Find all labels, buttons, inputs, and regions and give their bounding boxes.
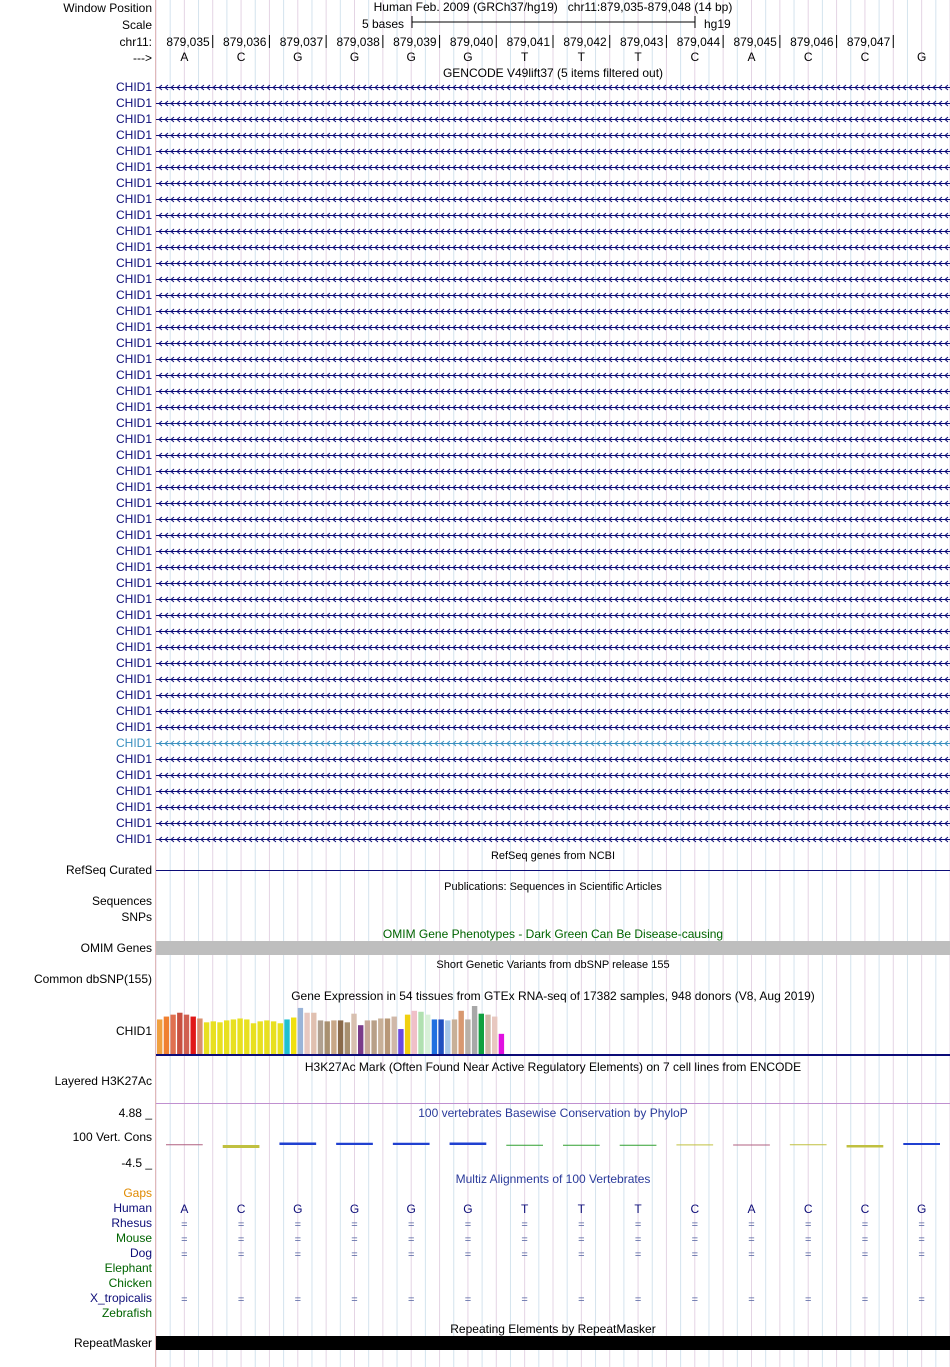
- base-letter: T: [520, 50, 529, 64]
- base-letter: C: [803, 50, 813, 64]
- alignment-match: =: [691, 1234, 699, 1246]
- coordinate-label: 879,042: [563, 35, 607, 49]
- h3k27ac-track-title: H3K27Ac Mark (Often Found Near Active Regulatory Elements) on 7 cell lines from ENCODE: [304, 1060, 802, 1074]
- scale-db: hg19: [704, 17, 731, 31]
- alignment-base: C: [236, 1202, 246, 1216]
- gtex-tissue-bar: [385, 1018, 390, 1054]
- gtex-tissue-bar: [271, 1021, 276, 1054]
- gtex-tissue-bar: [278, 1023, 283, 1054]
- gencode-row-label[interactable]: CHID1: [115, 448, 152, 462]
- conservation-score: [450, 1143, 487, 1146]
- gencode-row-label[interactable]: CHID1: [115, 736, 152, 750]
- alignment-match: =: [748, 1234, 755, 1246]
- alignment-base: C: [803, 1202, 813, 1216]
- alignment-match: =: [521, 1249, 528, 1261]
- conservation-score: [393, 1143, 430, 1145]
- scale-text: 5 bases: [362, 17, 405, 31]
- alignment-base: G: [406, 1202, 416, 1216]
- gtex-tissue-bar: [298, 1008, 303, 1054]
- alignment-match: =: [748, 1249, 755, 1261]
- coordinate-label: 879,043: [620, 35, 664, 49]
- conservation-track-title: 100 vertebrates Basewise Conservation by PhyloP: [418, 1106, 688, 1120]
- gencode-row-label[interactable]: CHID1: [115, 560, 152, 574]
- alignment-match: =: [407, 1219, 415, 1231]
- strand-label: --->: [133, 51, 152, 65]
- conservation-min-label: -4.5 _: [121, 1156, 152, 1170]
- alignment-match: =: [634, 1234, 642, 1246]
- gencode-row-label[interactable]: CHID1: [115, 608, 152, 622]
- alignment-match: =: [634, 1249, 642, 1261]
- alignment-match: =: [294, 1219, 302, 1231]
- gencode-row-label[interactable]: CHID1: [115, 96, 152, 110]
- alignment-match: =: [181, 1219, 188, 1231]
- gencode-row-label[interactable]: CHID1: [115, 112, 152, 126]
- alignment-match: =: [294, 1234, 302, 1246]
- gtex-tissue-bar: [345, 1022, 350, 1054]
- gencode-row-label[interactable]: CHID1: [115, 704, 152, 718]
- gtex-tissue-bar: [331, 1020, 336, 1054]
- alignment-base: G: [463, 1202, 473, 1216]
- alignment-match: =: [804, 1294, 812, 1306]
- gtex-tissue-bar: [231, 1019, 236, 1054]
- gencode-row-label[interactable]: CHID1: [115, 336, 152, 350]
- gencode-row-label[interactable]: CHID1: [115, 800, 152, 814]
- gencode-row-label[interactable]: CHID1: [115, 576, 152, 590]
- gtex-tissue-bar: [412, 1011, 417, 1054]
- gtex-tissue-bar: [365, 1020, 370, 1054]
- gencode-row-label[interactable]: CHID1: [115, 480, 152, 494]
- gtex-tissue-bar: [197, 1018, 202, 1054]
- gencode-row-label[interactable]: CHID1: [115, 400, 152, 414]
- common-dbsnp-label[interactable]: Common dbSNP(155): [33, 972, 152, 986]
- track-labels: [0, 0, 155, 1367]
- gtex-tissue-bar: [499, 1034, 504, 1054]
- base-letter: A: [747, 50, 756, 64]
- species-label[interactable]: Dog: [129, 1246, 152, 1260]
- gtex-tissue-bar: [459, 1011, 464, 1054]
- gencode-row-label[interactable]: CHID1: [115, 272, 152, 286]
- coordinate-label: 879,040: [449, 35, 494, 49]
- layered-h3k27ac-label[interactable]: Layered H3K27Ac: [54, 1074, 152, 1088]
- gtex-tissue-bar: [204, 1022, 209, 1054]
- coordinate-label: 879,041: [506, 35, 550, 49]
- gtex-tissue-bar: [358, 1025, 363, 1054]
- track-area: [156, 0, 950, 1367]
- repeatmasker-label[interactable]: RepeatMasker: [73, 1336, 152, 1350]
- chrom-label: chr11:: [119, 35, 152, 49]
- gtex-tissue-bar: [177, 1013, 182, 1054]
- gtex-track-title: Gene Expression in 54 tissues from GTEx RNA-seq of 17382 samples, 948 donors (V8, Aug 2019): [291, 989, 815, 1003]
- conservation-score: [733, 1145, 770, 1146]
- gencode-row-label[interactable]: CHID1: [115, 176, 152, 190]
- gtex-tissue-bar: [392, 1017, 397, 1054]
- gencode-row-label[interactable]: CHID1: [115, 816, 152, 830]
- gtex-tissue-bar: [378, 1018, 383, 1054]
- alignment-match: =: [804, 1219, 812, 1231]
- gencode-row-label[interactable]: CHID1: [115, 144, 152, 158]
- gtex-tissue-bar: [164, 1017, 169, 1054]
- gencode-row-label[interactable]: CHID1: [115, 416, 152, 430]
- alignment-match: =: [181, 1249, 188, 1261]
- species-label[interactable]: Mouse: [115, 1231, 152, 1245]
- alignment-base: C: [860, 1202, 870, 1216]
- base-letter: G: [406, 50, 416, 64]
- conservation-score: [563, 1145, 600, 1146]
- alignment-match: =: [861, 1234, 869, 1246]
- conservation-score: [336, 1143, 373, 1145]
- omim-genes-label[interactable]: OMIM Genes: [80, 941, 152, 955]
- alignment-match: =: [407, 1249, 415, 1261]
- snps-label[interactable]: SNPs: [121, 910, 152, 924]
- alignment-base: C: [690, 1202, 700, 1216]
- gtex-tissue-bar: [284, 1019, 289, 1054]
- gtex-tissue-bar: [371, 1020, 376, 1054]
- alignment-match: =: [634, 1294, 642, 1306]
- gencode-row-label[interactable]: CHID1: [115, 624, 152, 638]
- conservation-max-label: 4.88 _: [118, 1106, 152, 1120]
- gencode-row-label[interactable]: CHID1: [115, 592, 152, 606]
- repeatmasker-track-title: Repeating Elements by RepeatMasker: [450, 1322, 656, 1336]
- conservation-score: [903, 1143, 940, 1145]
- species-label[interactable]: Chicken: [108, 1276, 152, 1290]
- alignment-match: =: [578, 1294, 585, 1306]
- gtex-tissue-bar: [311, 1013, 316, 1054]
- gtex-tissue-bar: [258, 1021, 263, 1054]
- alignment-match: =: [691, 1249, 699, 1261]
- gtex-tissue-bar: [485, 1015, 490, 1054]
- alignment-match: =: [521, 1219, 528, 1231]
- alignment-base: G: [916, 1202, 927, 1216]
- gtex-tissue-bar: [438, 1019, 443, 1054]
- gencode-row-label[interactable]: CHID1: [115, 672, 152, 686]
- conservation-score: [506, 1145, 543, 1146]
- alignment-match: =: [861, 1219, 869, 1231]
- alignment-match: =: [464, 1294, 472, 1306]
- alignment-match: =: [748, 1294, 755, 1306]
- gencode-row-label[interactable]: CHID1: [115, 384, 152, 398]
- gencode-row-label[interactable]: CHID1: [115, 224, 152, 238]
- alignment-match: =: [691, 1294, 699, 1306]
- gencode-row-label[interactable]: CHID1: [115, 256, 152, 270]
- alignment-match: =: [521, 1294, 528, 1306]
- gtex-tissue-bar: [211, 1021, 216, 1054]
- gencode-row-label[interactable]: CHID1: [115, 528, 152, 542]
- conservation-score: [223, 1145, 260, 1148]
- alignment-match: =: [464, 1249, 472, 1261]
- gtex-tissue-bar: [465, 1019, 470, 1054]
- gencode-row-label[interactable]: CHID1: [115, 208, 152, 222]
- alignment-base: A: [747, 1202, 756, 1216]
- assembly-name: Human Feb. 2009 (GRCh37/hg19): [373, 0, 558, 14]
- base-letter: T: [634, 50, 642, 64]
- position-range: chr11:879,035-879,048 (14 bp): [567, 0, 733, 14]
- alignment-match: =: [861, 1294, 869, 1306]
- alignment-match: =: [464, 1219, 472, 1231]
- species-label[interactable]: Human: [113, 1201, 152, 1215]
- conservation-score: [676, 1144, 713, 1145]
- coordinate-label: 879,037: [279, 35, 324, 49]
- species-label[interactable]: Zebrafish: [101, 1306, 152, 1320]
- publications-track-title: Publications: Sequences in Scientific Articles: [444, 881, 662, 893]
- coordinate-label: 879,047: [846, 35, 891, 49]
- gencode-row-label[interactable]: CHID1: [115, 464, 152, 478]
- vert-cons-label[interactable]: 100 Vert. Cons: [72, 1130, 152, 1144]
- gencode-row-label[interactable]: CHID1: [115, 80, 152, 94]
- gencode-row-label[interactable]: CHID1: [115, 432, 152, 446]
- gtex-tissue-bar: [264, 1020, 269, 1054]
- alignment-match: =: [407, 1234, 415, 1246]
- coordinate-label: 879,036: [223, 35, 267, 49]
- gtex-tissue-bar: [325, 1021, 330, 1054]
- gencode-row-label[interactable]: CHID1: [115, 128, 152, 142]
- gencode-row-label[interactable]: CHID1: [115, 320, 152, 334]
- alignment-match: =: [918, 1294, 925, 1306]
- gtex-tissue-bar: [191, 1017, 196, 1054]
- species-label[interactable]: Elephant: [104, 1261, 152, 1275]
- gtex-tissue-bar: [318, 1020, 323, 1054]
- gencode-row-label[interactable]: CHID1: [115, 752, 152, 766]
- alignment-match: =: [351, 1249, 358, 1261]
- repeatmasker-bar: [156, 1336, 950, 1350]
- alignment-match: =: [294, 1294, 302, 1306]
- gtex-gene-label[interactable]: CHID1: [115, 1024, 152, 1038]
- alignment-base: T: [520, 1202, 529, 1216]
- gtex-tissue-bar: [237, 1018, 242, 1054]
- gtex-tissue-bar: [291, 1018, 296, 1054]
- base-letter: C: [860, 50, 870, 64]
- alignment-match: =: [578, 1249, 585, 1261]
- base-letter: T: [577, 50, 586, 64]
- gencode-row-label[interactable]: CHID1: [115, 640, 152, 654]
- gencode-row-label[interactable]: CHID1: [115, 768, 152, 782]
- coordinate-label: 879,044: [676, 35, 721, 49]
- coordinate-label: 879,038: [336, 35, 380, 49]
- alignment-match: =: [634, 1219, 642, 1231]
- gtex-tissue-bar: [425, 1015, 430, 1054]
- gencode-row-label[interactable]: CHID1: [115, 352, 152, 366]
- gencode-row-label[interactable]: CHID1: [115, 192, 152, 206]
- gtex-tissue-bar: [432, 1019, 437, 1054]
- gtex-tissue-bar: [398, 1029, 403, 1054]
- window-position-label: Window Position: [63, 1, 152, 15]
- alignment-match: =: [294, 1249, 302, 1261]
- alignment-match: =: [521, 1234, 528, 1246]
- alignment-match: =: [351, 1234, 358, 1246]
- base-letter: G: [463, 50, 473, 64]
- gtex-tissue-bar: [479, 1014, 484, 1054]
- species-label[interactable]: X_tropicalis: [89, 1291, 152, 1305]
- gencode-row-label[interactable]: CHID1: [115, 688, 152, 702]
- alignment-match: =: [351, 1294, 358, 1306]
- gtex-tissue-bar: [251, 1023, 256, 1054]
- alignment-match: =: [181, 1294, 188, 1306]
- alignment-match: =: [578, 1219, 585, 1231]
- alignment-match: =: [918, 1234, 925, 1246]
- conservation-score: [790, 1144, 827, 1145]
- base-letter: C: [690, 50, 700, 64]
- gtex-tissue-bar: [405, 1015, 410, 1054]
- alignment-match: =: [237, 1234, 245, 1246]
- scale-label: Scale: [121, 18, 152, 32]
- gencode-row-label[interactable]: CHID1: [115, 512, 152, 526]
- gtex-tissue-bar: [338, 1020, 343, 1054]
- alignment-base: G: [349, 1202, 360, 1216]
- gtex-tissue-bar: [217, 1022, 222, 1054]
- coordinate-label: 879,046: [790, 35, 834, 49]
- gencode-track-title: GENCODE V49lift37 (5 items filtered out): [442, 66, 664, 80]
- base-letter: G: [916, 50, 927, 64]
- conservation-score: [620, 1145, 657, 1146]
- coordinate-label: 879,035: [166, 35, 210, 49]
- gencode-row-label[interactable]: CHID1: [115, 656, 152, 670]
- coordinate-label: 879,039: [393, 35, 437, 49]
- gtex-tissue-bar: [418, 1012, 423, 1054]
- alignment-match: =: [237, 1249, 245, 1261]
- gencode-row-label[interactable]: CHID1: [115, 304, 152, 318]
- gtex-tissue-bar: [445, 1020, 450, 1054]
- alignment-match: =: [237, 1219, 245, 1231]
- gencode-row-label[interactable]: CHID1: [115, 288, 152, 302]
- gencode-row-label[interactable]: CHID1: [115, 160, 152, 174]
- track-graphics: [156, 0, 950, 1367]
- omim-track-title: OMIM Gene Phenotypes - Dark Green Can Be Disease-causing: [382, 927, 724, 941]
- dbsnp-track-title: Short Genetic Variants from dbSNP release 155: [436, 959, 670, 971]
- gtex-tissue-bar: [157, 1019, 162, 1054]
- alignment-base: A: [180, 1202, 189, 1216]
- alignment-match: =: [237, 1294, 245, 1306]
- base-letter: G: [293, 50, 303, 64]
- refseq-curated-label[interactable]: RefSeq Curated: [65, 863, 152, 877]
- gtex-tissue-bar: [170, 1015, 175, 1054]
- gtex-tissue-bar: [452, 1019, 457, 1054]
- alignment-match: =: [351, 1219, 358, 1231]
- gencode-row-label[interactable]: CHID1: [115, 240, 152, 254]
- alignment-base: T: [577, 1202, 586, 1216]
- gencode-row-label[interactable]: CHID1: [115, 832, 152, 846]
- alignment-match: =: [804, 1249, 812, 1261]
- alignment-match: =: [918, 1249, 925, 1261]
- gtex-tissue-bar: [351, 1014, 356, 1054]
- base-letter: G: [349, 50, 360, 64]
- alignment-base: G: [293, 1202, 303, 1216]
- gtex-tissue-bar: [184, 1015, 189, 1054]
- refseq-track-title: RefSeq genes from NCBI: [490, 850, 616, 862]
- alignment-match: =: [464, 1234, 472, 1246]
- alignment-match: =: [407, 1294, 415, 1306]
- gencode-row-label[interactable]: CHID1: [115, 496, 152, 510]
- alignment-match: =: [804, 1234, 812, 1246]
- alignment-match: =: [691, 1219, 699, 1231]
- alignment-match: =: [918, 1219, 925, 1231]
- alignment-base: T: [634, 1202, 642, 1216]
- gtex-tissue-bar: [472, 1006, 477, 1054]
- gtex-tissue-bar: [224, 1020, 229, 1054]
- alignment-match: =: [861, 1249, 869, 1261]
- multiz-track-title: Multiz Alignments of 100 Vertebrates: [455, 1172, 651, 1186]
- alignment-match: =: [578, 1234, 585, 1246]
- gencode-row-label[interactable]: CHID1: [115, 544, 152, 558]
- omim-gene-bar: [156, 941, 950, 955]
- conservation-score: [166, 1144, 203, 1145]
- base-letter: A: [180, 50, 189, 64]
- gencode-row-label[interactable]: CHID1: [115, 784, 152, 798]
- alignment-match: =: [748, 1219, 755, 1231]
- alignment-match: =: [181, 1234, 188, 1246]
- gtex-tissue-bar: [492, 1017, 497, 1054]
- gtex-tissue-bar: [304, 1013, 309, 1054]
- conservation-score: [279, 1143, 316, 1146]
- gaps-label: Gaps: [123, 1186, 152, 1200]
- conservation-score: [847, 1145, 884, 1148]
- species-label[interactable]: Rhesus: [111, 1216, 152, 1230]
- gencode-row-label[interactable]: CHID1: [115, 368, 152, 382]
- coordinate-label: 879,045: [733, 35, 777, 49]
- sequences-label[interactable]: Sequences: [91, 894, 152, 908]
- base-letter: C: [236, 50, 246, 64]
- gencode-row-label[interactable]: CHID1: [115, 720, 152, 734]
- gtex-tissue-bar: [244, 1019, 249, 1054]
